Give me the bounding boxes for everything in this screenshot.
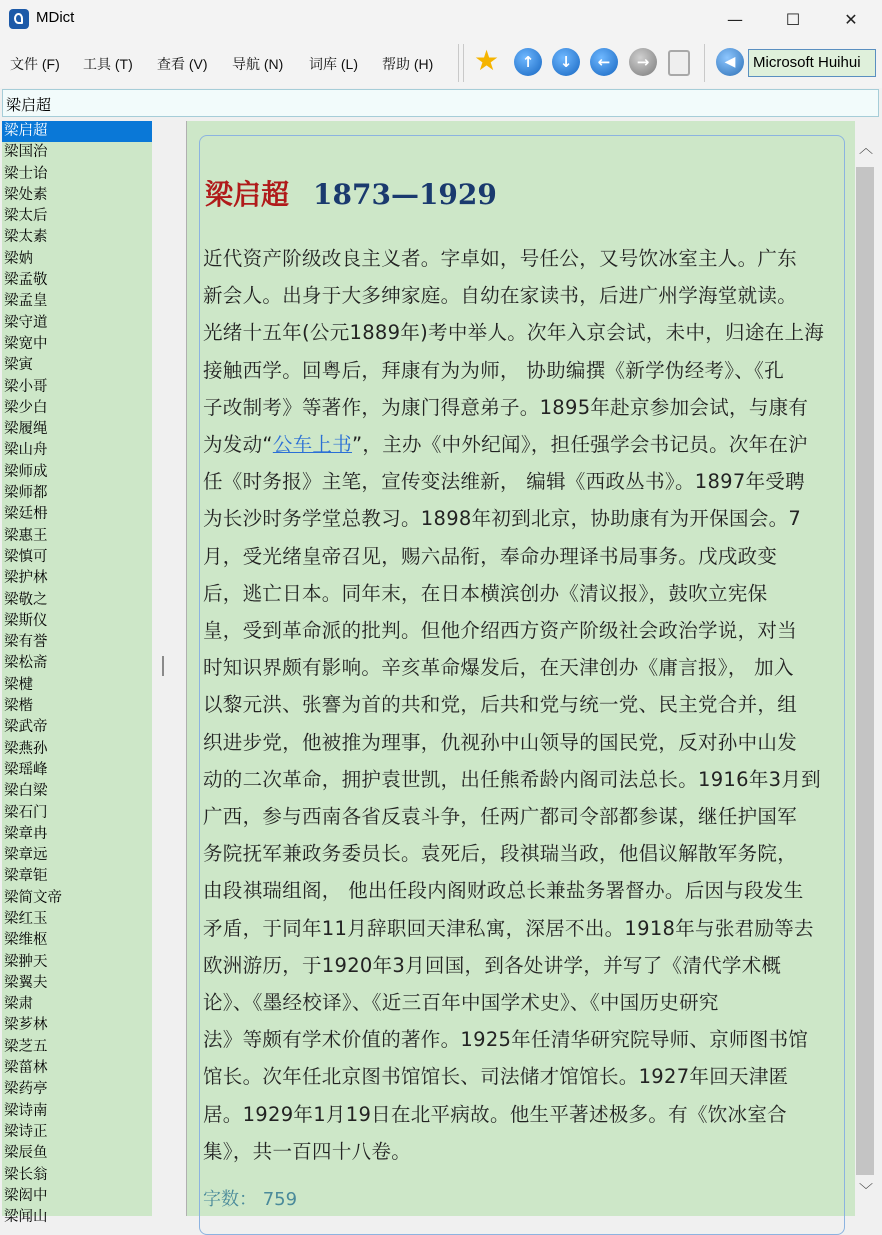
word-list-item[interactable]: 梁楗 <box>4 676 33 693</box>
entry-line: 子改制考》等著作，为康门得意弟子。1895年赴京参加会试，与康有 <box>203 395 809 419</box>
word-list-item[interactable]: 梁宽中 <box>4 335 48 352</box>
word-list-item[interactable]: 梁太后 <box>4 208 48 225</box>
menu-library[interactable]: 词库 (L) <box>309 56 358 72</box>
word-list-item[interactable]: 梁芝五 <box>4 1038 48 1055</box>
word-list-item[interactable]: 梁少白 <box>4 399 48 416</box>
word-list-item[interactable]: 梁士诒 <box>4 165 48 182</box>
word-list-item[interactable]: 梁惠王 <box>4 527 48 544</box>
forward-icon[interactable]: → <box>629 48 657 76</box>
entry-headword: 梁启超 <box>205 178 290 211</box>
word-list-item[interactable]: 梁小哥 <box>4 378 48 395</box>
word-list-item[interactable]: 梁翀天 <box>4 953 48 970</box>
scrollbar-thumb[interactable] <box>856 167 874 1175</box>
word-list-item[interactable]: 梁辰鱼 <box>4 1145 48 1162</box>
entry-line <box>203 426 835 463</box>
search-input[interactable]: 梁启超 <box>2 89 879 117</box>
entry-years: 1873—1929 <box>313 178 497 211</box>
entry-line: 馆长。次年任北京图书馆馆长、司法储才馆馆长。1927年回天津匿 <box>203 1065 789 1089</box>
word-list-item[interactable]: 梁章远 <box>4 847 48 864</box>
word-list-item[interactable]: 梁松斋 <box>4 655 48 672</box>
favorite-star-icon[interactable]: ★ <box>474 44 500 77</box>
voice-select[interactable]: Microsoft Huihui <box>748 49 876 77</box>
word-list-item[interactable]: 梁诗南 <box>4 1102 48 1119</box>
entry-title <box>205 173 497 213</box>
entry-line: 由段祺瑞组阁， 他出任段内阁财政总长兼盐务署督办。后因与段发生 <box>203 879 804 903</box>
menu-file[interactable]: 文件 (F) <box>10 56 60 72</box>
menu-tools[interactable]: 工具 (T) <box>83 56 133 72</box>
word-list-item[interactable]: 梁武帝 <box>4 719 48 736</box>
entry-line: 月，受光绪皇帝召见，赐六品衔，奉命办理译书局事务。戊戌政变 <box>203 544 778 568</box>
word-list-item[interactable]: 梁敬之 <box>4 591 48 608</box>
back-icon[interactable]: ← <box>590 48 618 76</box>
entry-line: 法》等颇有学术价值的著作。1925年任清华研究院导师、京师图书馆 <box>203 1028 809 1052</box>
maximize-button[interactable]: ☐ <box>785 9 801 29</box>
entry-line: 织进步党，他被推为理事，仇视孙中山领导的国民党，反对孙中山发 <box>203 730 798 754</box>
entry-line: 欧洲游历，于1920年3月回国，到各处讲学，并写了《清代学术概 <box>203 953 782 977</box>
splitter-grip[interactable] <box>162 656 164 676</box>
menu-navigate[interactable]: 导航 (N) <box>232 56 284 72</box>
entry-line: 皇，受到革命派的批判。但他介绍西方资产阶级社会政治学说，对当 <box>203 619 798 643</box>
entry-line: 集》，共一百四十八卷。 <box>203 1139 412 1163</box>
entry-line-text: ”，主办《中外纪闻》，担任强学会书记员。次年在沪 <box>352 433 809 457</box>
word-list-item[interactable]: 梁菑林 <box>4 1060 48 1077</box>
word-list-item[interactable]: 梁肃 <box>4 996 33 1013</box>
word-list-item[interactable]: 梁燕孙 <box>4 740 48 757</box>
entry-line: 时知识界颇有影响。辛亥革命爆发后，在天津创办《庸言报》， 加入 <box>203 656 794 680</box>
word-list-item[interactable]: 梁诗正 <box>4 1123 48 1140</box>
word-list-item[interactable]: 梁师成 <box>4 463 48 480</box>
entry-line: 接触西学。回粤后，拜康有为为师， 协助编撰《新学伪经考》、《孔 <box>203 358 784 382</box>
entry-line: 务院抚军兼政务委员长。袁死后，段祺瑞当政，他倡议解散军务院， <box>203 842 798 866</box>
entry-line: 论》、《墨经校译》、《近三百年中国学术史》、《中国历史研究 <box>203 991 719 1015</box>
entry-line: 矛盾，于同年11月辞职回天津私寓，深居不出。1918年与张君励等去 <box>203 916 814 940</box>
down-icon[interactable]: ↓ <box>552 48 580 76</box>
word-list[interactable] <box>2 121 152 1226</box>
window-title: MDict <box>36 9 75 26</box>
word-list-item[interactable]: 梁启超 <box>2 121 152 142</box>
word-list-item[interactable]: 梁慎可 <box>4 548 48 565</box>
word-list-item[interactable]: 梁太素 <box>4 229 48 246</box>
crossref-link[interactable]: 公车上书 <box>272 433 353 457</box>
word-list-item[interactable]: 梁瑶峰 <box>4 761 48 778</box>
word-list-item[interactable]: 梁有誉 <box>4 634 48 651</box>
word-list-item[interactable]: 梁芗林 <box>4 1017 48 1034</box>
pane-splitter[interactable] <box>152 121 186 1216</box>
word-list-item[interactable]: 梁廷枏 <box>4 506 48 523</box>
menu-view[interactable]: 查看 (V) <box>157 56 208 72</box>
entry-line: 以黎元洪、张謇为首的共和党，后共和党与统一党、民主党合并，组 <box>203 693 798 717</box>
entry-line: 广西，参与西南各省反袁斗争，任两广都司令部都参谋，继任护国军 <box>203 805 798 829</box>
entry-line: 任《时务报》主笔，宣传变法维新， 编辑《西政丛书》。1897年受聘 <box>203 470 805 494</box>
scroll-down-icon[interactable]: ﹀ <box>859 1183 873 1199</box>
word-list-item[interactable]: 梁斯仪 <box>4 612 48 629</box>
word-list-item[interactable]: 梁长翁 <box>4 1166 48 1183</box>
speaker-icon[interactable]: ◀ <box>716 48 744 76</box>
word-list-item[interactable]: 梁维枢 <box>4 932 48 949</box>
entry-line: 动的二次革命，拥护袁世凯，出任熊希龄内阁司法总长。1916年3月到 <box>203 767 821 791</box>
word-list-item[interactable]: 梁山舟 <box>4 442 48 459</box>
word-list-item[interactable]: 梁闻山 <box>4 1209 48 1226</box>
entry-body <box>203 240 835 1170</box>
word-list-item[interactable]: 梁履绳 <box>4 421 48 438</box>
menu-toolbar <box>0 38 882 88</box>
up-icon[interactable]: ↑ <box>514 48 542 76</box>
word-list-item[interactable]: 梁楷 <box>4 698 33 715</box>
entry-line: 后，逃亡日本。同年末，在日本横滨创办《清议报》，鼓吹立宪保 <box>203 581 768 605</box>
title-bar <box>0 0 882 38</box>
word-list-item[interactable]: 梁国治 <box>4 144 48 161</box>
entry-line: 光绪十五年(公元1889年)考中举人。次年入京会试，未中，归途在上海 <box>203 321 825 345</box>
clipboard-icon[interactable] <box>668 50 690 76</box>
word-list-item[interactable]: 梁白梁 <box>4 783 48 800</box>
word-list-item[interactable]: 梁孟敬 <box>4 272 48 289</box>
word-list-item[interactable]: 梁简文帝 <box>4 889 62 906</box>
word-list-item[interactable]: 梁翼夫 <box>4 974 48 991</box>
word-list-item[interactable]: 梁师都 <box>4 485 48 502</box>
minimize-button[interactable]: — <box>727 9 743 29</box>
toolbar-separator <box>458 44 459 82</box>
word-list-item[interactable]: 梁守道 <box>4 314 48 331</box>
entry-line: 近代资产阶级改良主义者。字卓如，号任公，又号饮冰室主人。广东 <box>203 247 798 270</box>
close-button[interactable]: ✕ <box>844 9 858 29</box>
word-list-item[interactable]: 梁章钜 <box>4 868 48 885</box>
word-list-item[interactable]: 梁闳中 <box>4 1187 48 1204</box>
vertical-scrollbar[interactable] <box>855 130 877 1216</box>
toolbar-separator <box>463 44 464 82</box>
entry-line-text: 为发动“ <box>203 433 273 457</box>
mdict-app-icon <box>9 9 29 29</box>
word-list-item[interactable]: 梁章冉 <box>4 825 48 842</box>
entry-pane <box>186 121 855 1216</box>
word-list-item[interactable]: 梁处素 <box>4 186 48 203</box>
menu-help[interactable]: 帮助 (H) <box>382 56 434 72</box>
word-list-item[interactable]: 梁护林 <box>4 570 48 587</box>
word-count: 字数： 759 <box>203 1189 298 1210</box>
word-list-item[interactable]: 梁妠 <box>4 250 33 267</box>
word-list-item[interactable]: 梁药亭 <box>4 1081 48 1098</box>
scroll-up-icon[interactable]: ︿ <box>859 141 873 157</box>
word-list-item[interactable]: 梁孟皇 <box>4 293 48 310</box>
toolbar-separator <box>704 44 705 82</box>
entry-line: 新会人。出身于大多绅家庭。自幼在家读书，后进广州学海堂就读。 <box>203 284 798 308</box>
word-list-item[interactable]: 梁石门 <box>4 804 48 821</box>
entry-line: 居。1929年1月19日在北平病故。他生平著述极多。有《饮冰室合 <box>203 1102 787 1126</box>
entry-line: 为长沙时务学堂总教习。1898年初到北京，协助康有为开保国会。7 <box>203 507 802 531</box>
word-list-item[interactable]: 梁寅 <box>4 357 33 374</box>
word-list-item[interactable]: 梁红玉 <box>4 910 48 927</box>
